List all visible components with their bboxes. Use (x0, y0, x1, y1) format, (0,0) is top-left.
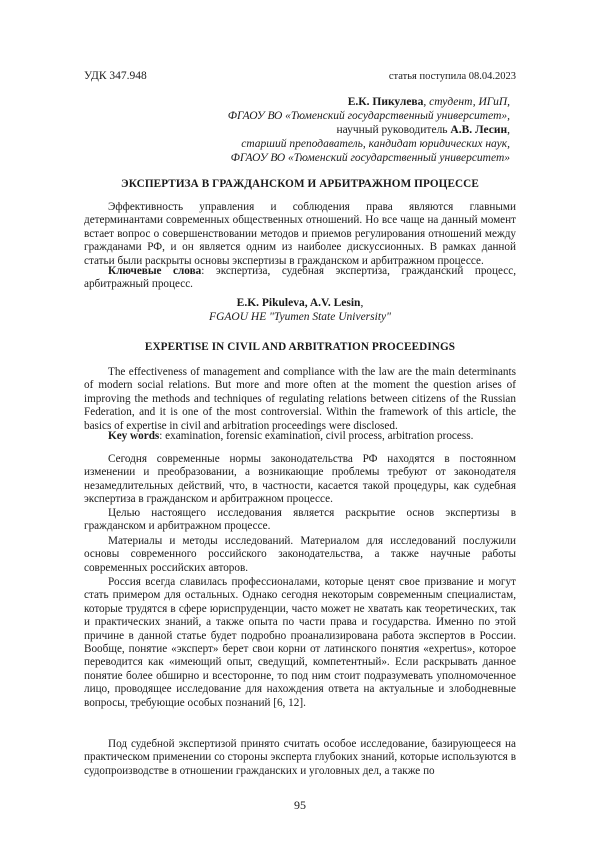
authors-en-org: FGAOU HE "Tyumen State University" (209, 311, 391, 323)
body-paragraph: Целью настоящего исследования является раскрытие основ экспертизы в гражданском и арбитражном процессе. (84, 507, 516, 534)
keywords-ru (84, 265, 516, 292)
title-ru: ЭКСПЕРТИЗА В ГРАЖДАНСКОМ И АРБИТРАЖНОМ ПРОЦЕССЕ (84, 178, 516, 190)
supervisor-org: ФГАОУ ВО «Тюменский государственный университет» (231, 152, 510, 164)
authors-en: E.K. Pikuleva, A.V. Lesin, FGAOU HE "Tyumen State University" (84, 296, 516, 324)
udk-code: УДК 347.948 (84, 70, 147, 82)
page (0, 0, 600, 848)
page-number: 95 (0, 798, 600, 813)
body-paragraph: Сегодня современные нормы законодательства РФ находятся в постоянном изменении и преобразовании, а возникающие проблемы требуют от законодателя незамедлительных действий, что, в частности, касается такой процедуры, как судебная экспертиза в гражданском и арбитражном процессе. (84, 453, 516, 507)
author-role: , студент, ИГиП, (423, 96, 510, 108)
supervisor-rank: старший преподаватель, кандидат юридических наук, (241, 138, 510, 150)
body-paragraph: Под судебной экспертизой принято считать особое исследование, базирующееся на практическом применении со стороны эксперта глубоких знаний, которые используются в судопроизводстве в отношении гражданских и уголовных дел, а также по (84, 738, 516, 778)
supervisor-prefix: научный руководитель (336, 124, 450, 136)
authors-ru: Е.К. Пикулева, студент, ИГиП, ФГАОУ ВО «Тюменский государственный университет», научный руководитель А.В. Лесин, старший преподаватель, кандидат юридических наук, ФГАОУ ВО «Тюменский государственный университет» (120, 95, 510, 165)
abstract-en: The effectiveness of management and compliance with the law are the main determinants of modern social relations. But more and more often at the moment the question arises of improving the methods and techniques of regulating relations between citizens of the Russian Federation, and it is one of the most controversial. Within the framework of this article, the basics of expertise in civil and arbitration proceedings were disclosed. (84, 366, 516, 433)
keywords-ru-label: Ключевые слова (108, 265, 201, 277)
keywords-en-label: Key words (108, 430, 159, 442)
supervisor-name: А.В. Лесин (450, 124, 507, 136)
keywords-en-text: : examination, forensic examination, civil process, arbitration process. (159, 430, 473, 442)
received-date: статья поступила 08.04.2023 (389, 71, 516, 82)
keywords-ru-text: : экспертиза, судебная экспертиза, гражданский процесс, арбитражный процесс. (84, 265, 516, 290)
authors-en-names: E.K. Pikuleva, A.V. Lesin (237, 297, 361, 309)
body-paragraph: Россия всегда славилась профессионалами, которые ценят свое призвание и могут стать примером для остальных. Однако сегодня некоторым современным специалистам, которые трудятся в сфере юриспруденции, часто может не хватать как теоретических, так и практических знаний, а также опыта по части права и государства. Именно по этой причине в данной статье будет подробно проанализирована работа экспертов в России. Вообще, понятие «эксперт» берет свои корни от латинского понятия «expertus», которое переводится как «имеющий опыт, сведущий, компетентный». Если раскрывать данное понятие более обширно и всесторонне, то под ним стоит подразумевать уполномоченное лицо, проводящее исследование для нахождения ответа на актуальные и злободневные вопросы, требующие особых познаний [6, 12]. (84, 576, 516, 710)
abstract-ru: Эффективность управления и соблюдения права являются главными детерминантами современных общественных отношений. Но все чаще на данный момент встает вопрос о совершенствовании методов и приемов регулирования отношений между гражданами РФ, и он является одним из наиболее дискуссионных. В рамках данной статьи были раскрыты основы экспертизы в гражданском и арбитражном процессе. (84, 201, 516, 268)
author-org: ФГАОУ ВО «Тюменский государственный университет», (228, 110, 510, 122)
body-paragraph: Материалы и методы исследований. Материалом для исследований послужили основы современного российского законодательства, а также научные работы современных российских авторов. (84, 535, 516, 575)
title-en: EXPERTISE IN CIVIL AND ARBITRATION PROCEEDINGS (84, 341, 516, 353)
author-name: Е.К. Пикулева (348, 96, 424, 108)
keywords-en (84, 430, 516, 443)
